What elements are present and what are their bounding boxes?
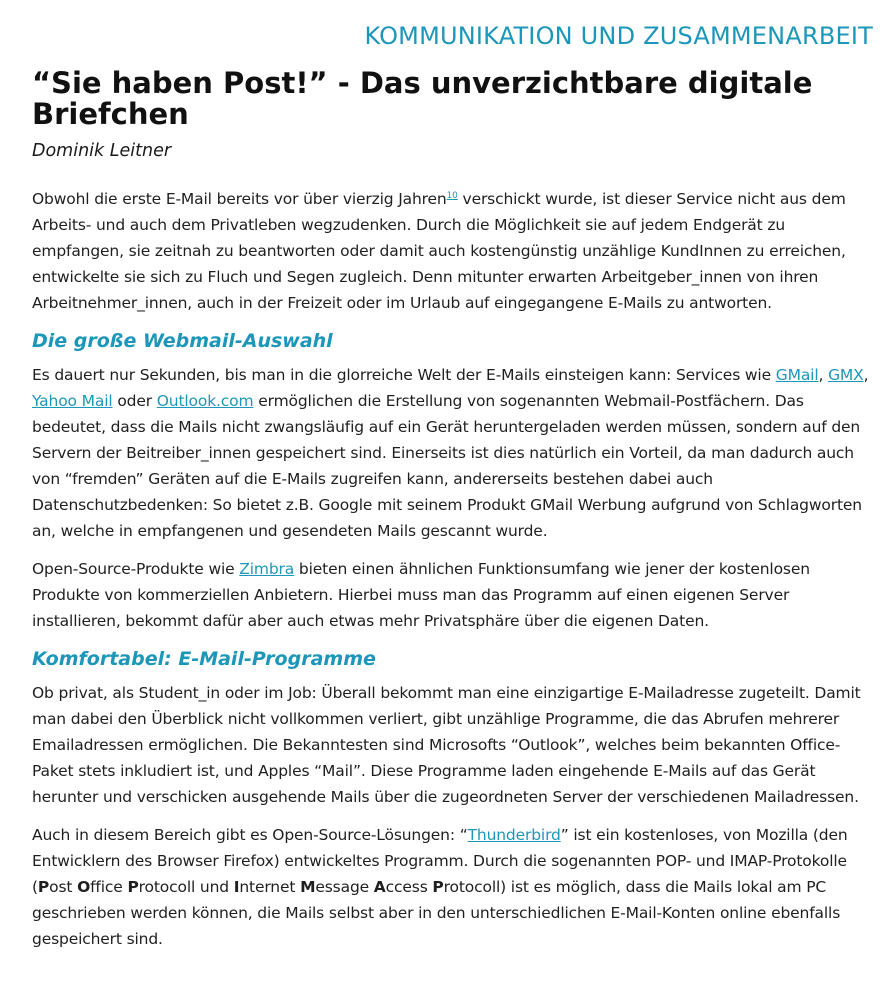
webmail-paragraph: Es dauert nur Sekunden, bis man in die glorreiche Welt der E-Mails einsteigen kann: Services wie GMail, GMX, Yahoo Mail oder Outlook.com ermöglichen die Erstellung von sogenannten Webmail-Postfächern. Das bedeutet, dass die Mails nicht zwangsläufig auf ein Gerät heruntergeladen werden müssen, sondern auf den Servern der Beitreiber_innen gespeichert sind. Einerseits ist dies natürlich ein Vorteil, da man dadurch auch von “fremden” Geräten auf die E-Mails zugreifen kann, andererseits bestehen dabei auch Datenschutzbedenken: So bietet z.B. Google mit seinem Produkt GMail Werbung aufgrund von Schlagworten an, welche in empfangenen und gesendeten Mails gescannt wurde. — [32, 366, 869, 540]
article-title: “Sie haben Post!” - Das unverzichtbare digitale Briefchen — [32, 66, 813, 131]
thunderbird-paragraph: Auch in diesem Bereich gibt es Open-Source-Lösungen: “Thunderbird” ist ein kostenloses, von Mozilla (den Entwicklern des Browser Firefox) entwickeltes Programm. Durch die sogenannten POP- und IMAP-Protokolle (Post Office Protocoll und Internet Message Access Protocoll) ist es möglich, dass die Mails lokal am PC geschrieben werden können, die Mails selbst aber in den unterschiedlichen E-Mail-Konten online ebenfalls gespeichert sind. — [32, 826, 848, 948]
zimbra-link[interactable]: Zimbra — [239, 560, 295, 578]
section-heading-mail-programs: Komfortabel: E-Mail-Programme — [32, 648, 376, 670]
open-source-webmail-paragraph: Open-Source-Produkte wie Zimbra bieten einen ähnlichen Funktionsumfang wie jener der kostenlosen Produkte von kommerziellen Anbietern. Hierbei muss man das Programm auf einen eigenen Server installieren, bekommt dafür aber auch etwas mehr Privatsphäre über die eigenen Daten. — [32, 560, 810, 630]
article-body — [32, 186, 877, 964]
footnote-link[interactable]: 10 — [446, 190, 458, 201]
thunderbird-link[interactable]: Thunderbird — [467, 826, 561, 844]
section-heading-webmail: Die große Webmail-Auswahl — [32, 330, 333, 352]
gmx-link[interactable]: GMX — [828, 366, 864, 384]
intro-paragraph: Obwohl die erste E-Mail bereits vor über vierzig Jahren$^{10}$ verschickt wurde, ist dieser Service nicht aus dem Arbeits- und auch dem Privatleben wegzudenken. Durch die Möglichkeit sie auf jedem Endgerät zu empfangen, sie zeitnah zu beantworten oder damit auch kostengünstig unzählige KundInnen zu erreichen, entwickelte sie sich zu Fluch und Segen zugleich. Denn mitunter erwarten Arbeitgeber_innen von ihren Arbeitnehmer_innen, auch in der Freizeit oder im Urlaub auf eingegangene E-Mails zu antworten. — [32, 190, 846, 312]
section-label: KOMMUNIKATION UND ZUSAMMENARBEIT — [364, 22, 873, 50]
yahoo-mail-link[interactable]: Yahoo Mail — [32, 392, 113, 410]
article-author: Dominik Leitner — [32, 141, 172, 161]
mail-programs-paragraph: Ob privat, als Student_in oder im Job: Überall bekommt man eine einzigartige E-Mailadresse zugeteilt. Damit man dabei den Überblick nicht vollkommen verliert, gibt unzählige Programme, die das Abrufen mehrerer Emailadressen ermöglichen. Die Bekanntesten sind Microsofts “Outlook”, welches beim bekannten Office-Paket stets inkludiert ist, und Apples “Mail”. Diese Programme laden eingehende E-Mails auf das Gerät herunter und verschicken ausgehende Mails über die zugeordneten Server der verschiedenen Mailadressen. — [32, 684, 861, 806]
outlook-link[interactable]: Outlook.com — [156, 392, 254, 410]
gmail-link[interactable]: GMail — [775, 366, 819, 384]
